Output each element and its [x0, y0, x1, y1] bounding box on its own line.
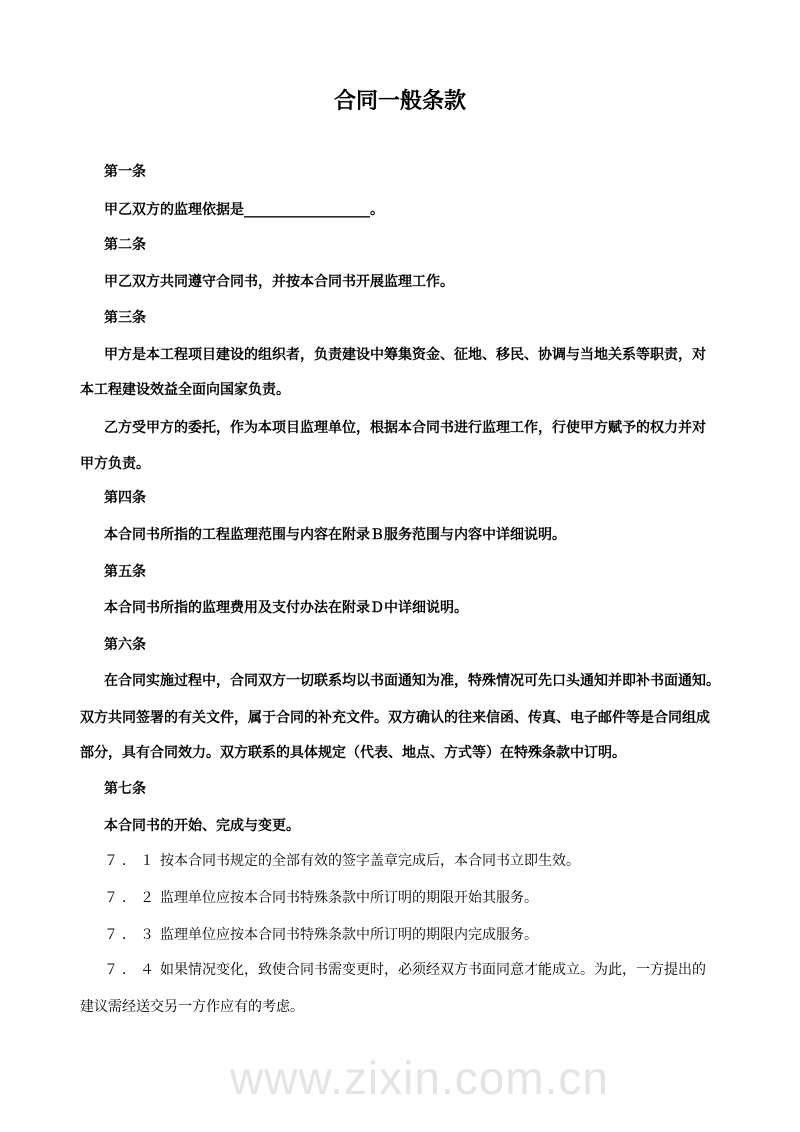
clause-text: 监理单位应按本合同书特殊条款中所订明的期限内完成服务。	[160, 927, 538, 943]
clause-number: ７．２	[104, 890, 158, 906]
article-3-para2-line2: 甲方负责。	[80, 456, 150, 472]
article-4-text: 本合同书所指的工程监理范围与内容在附录Ｂ服务范围与内容中详细说明。	[104, 527, 566, 543]
article-4-heading: 第四条	[104, 490, 146, 506]
clause-7-2	[104, 889, 538, 907]
article-5-heading: 第五条	[104, 564, 146, 580]
clause-number: ７．４	[104, 962, 158, 978]
watermark: www.zixin.com.cn	[230, 1052, 609, 1104]
clause-7-3	[104, 926, 538, 944]
document-title: 合同一般条款	[333, 89, 466, 114]
clause-7-4-continued: 建议需经送交另一方作应有的考虑。	[80, 999, 304, 1015]
article-1-text: 甲乙双方的监理依据是__________________。	[104, 202, 384, 218]
clause-text: 如果情况变化，致使合同书需变更时，必须经双方书面同意才能成立。为此，一方提出的	[160, 962, 706, 978]
clause-number: ７．３	[104, 927, 158, 943]
clause-7-4	[104, 961, 706, 979]
article-3-para1-line2: 本工程建设效益全面向国家负责。	[80, 382, 290, 398]
article-3-para2-line1: 乙方受甲方的委托，作为本项目监理单位，根据本合同书进行监理工作，行使甲方赋予的权力并对	[104, 420, 706, 436]
article-6-line3: 部分，具有合同效力。双方联系的具体规定（代表、地点、方式等）在特殊条款中订明。	[80, 745, 626, 761]
article-6-line2: 双方共同签署的有关文件，属于合同的补充文件。双方确认的往来信函、传真、电子邮件等是合同组成	[80, 710, 710, 726]
clause-text: 按本合同书规定的全部有效的签字盖章完成后，本合同书立即生效。	[160, 853, 580, 869]
article-3-para1-line1: 甲方是本工程项目建设的组织者，负责建设中筹集资金、征地、移民、协调与当地关系等职责，对	[104, 347, 706, 363]
article-7-heading: 第七条	[104, 781, 146, 797]
clause-7-1	[104, 852, 580, 870]
article-6-heading: 第六条	[104, 637, 146, 653]
clause-number: ７．１	[104, 853, 158, 869]
article-3-heading: 第三条	[104, 310, 146, 326]
article-2-heading: 第二条	[104, 237, 146, 253]
article-7-intro: 本合同书的开始、完成与变更。	[104, 818, 300, 834]
article-5-text: 本合同书所指的监理费用及支付办法在附录Ｄ中详细说明。	[104, 600, 468, 616]
article-2-text: 甲乙双方共同遵守合同书，并按本合同书开展监理工作。	[104, 274, 454, 290]
clause-text: 监理单位应按本合同书特殊条款中所订明的期限开始其服务。	[160, 890, 538, 906]
article-6-line1: 在合同实施过程中，合同双方一切联系均以书面通知为准，特殊情况可先口头通知并即补书面通知。	[104, 673, 720, 689]
article-1-heading: 第一条	[104, 164, 146, 180]
